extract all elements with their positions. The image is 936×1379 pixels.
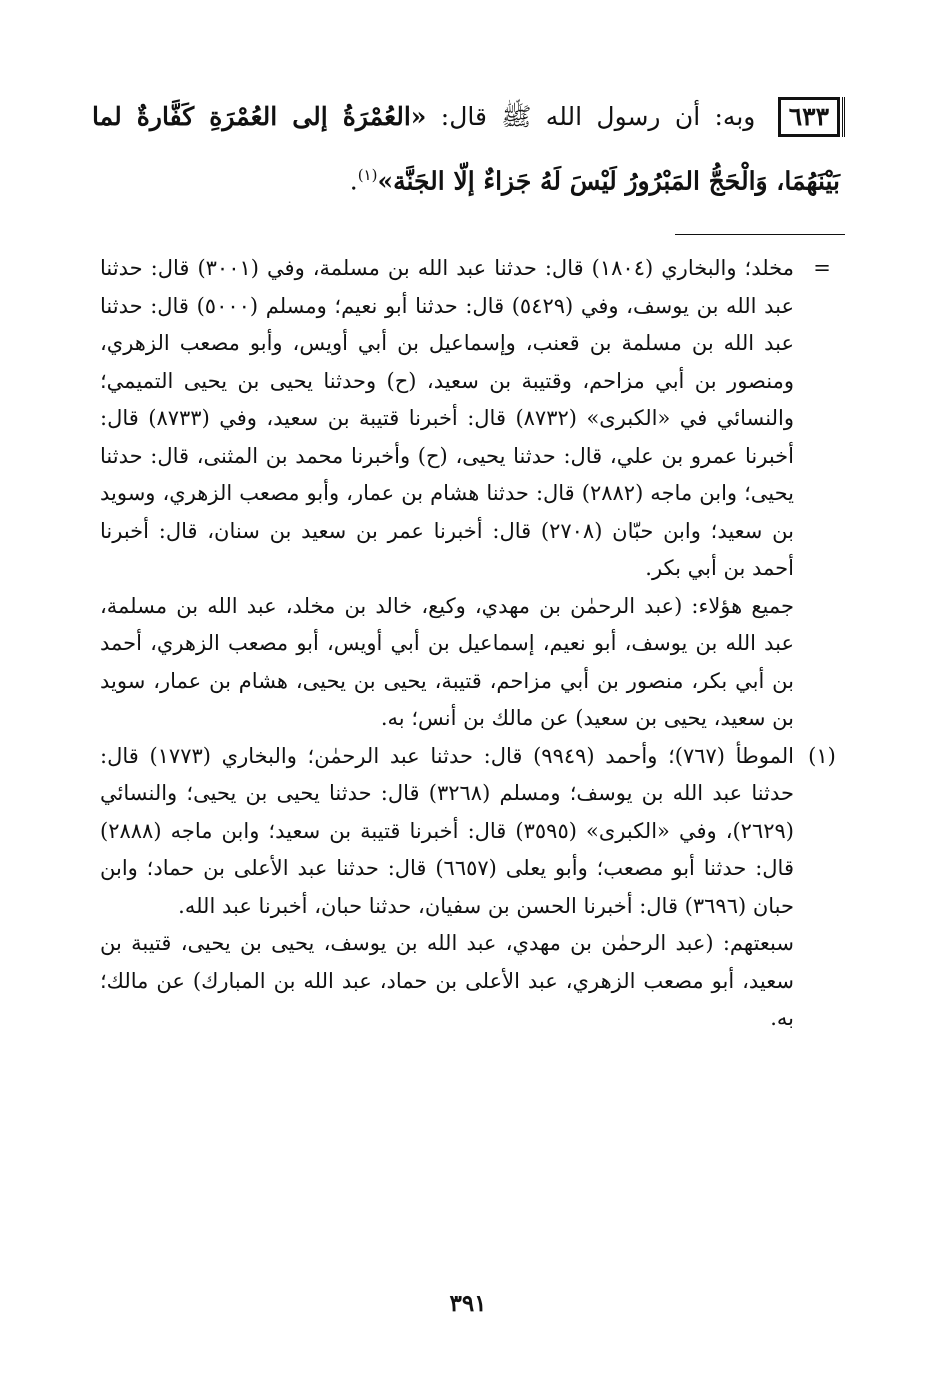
hadith-end: . [349,166,358,196]
footnote-paragraph: جميع هؤلاء: (عبد الرحمٰن بن مهدي، وكيع، خالد بن مخلد، عبد الله بن مسلمة، عبد الله بن يوسف، أبو نعيم، إسماعيل بن أبي أويس، أبو مصعب الزهري، أحمد بن أبي بكر، منصور بن أبي مزاحم، قتيبة، يحيى بن يحيى، هشام بن عمار، سويد بن سعيد، يحيى بن سعيد) عن مالك بن أنس؛ به. [100,593,794,730]
footnote-paragraph: الموطأ (٧٦٧)؛ وأحمد (٩٩٤٩) قال: حدثنا عبد الرحمٰن؛ والبخاري (١٧٧٣) قال: حدثنا عبد الله بن يوسف؛ ومسلم (٣٢٦٨) قال: حدثنا يحيى بن يحيى؛ والنسائي (٢٦٢٩)، وفي «الكبرى» (٣٥٩٥) قال: أخبرنا قتيبة بن سعيد؛ وابن ماجه (٢٨٨٨) قال: حدثنا أبو مصعب؛ وأبو يعلى (٦٦٥٧) قال: حدثنا عبد الأعلى بن حماد؛ وابن حبان (٣٦٩٦) قال: أخبرنا الحسن بن سفيان، حدثنا حبان، أخبرنا عبد الله. [100,743,794,918]
footnote-continuation-mark: = [813,256,831,280]
footnote-1 [100,738,842,1038]
hadith-quote: «العُمْرَةُ إلى العُمْرَةِ كَفَّارةٌ لما بَيْنَهُمَا، وَالْحَجُّ المَبْرُورُ لَيْسَ لَهُ جَزاءٌ إلّا الجَنَّة» [92,102,840,196]
footnote-number: (١) [808,743,836,768]
footnote-reference: (١) [357,166,378,184]
footnote-paragraph: مخلد؛ والبخاري (١٨٠٤) قال: حدثنا عبد الله بن مسلمة، وفي (٣٠٠١) قال: حدثنا عبد الله بن يوسف، وفي (٥٤٢٩) قال: حدثنا أبو نعيم؛ ومسلم (٥٠٠٠) قال: حدثنا عبد الله بن مسلمة بن قعنب، وإسماعيل بن أبي أويس، وأبو مصعب الزهري، ومنصور بن أبي مزاحم، وقتيبة بن سعيد، (ح) وحدثنا يحيى بن يحيى التميمي؛ والنسائي في «الكبرى» (٨٧٣٢) قال: أخبرنا قتيبة بن سعيد، وفي (٨٧٣٣) قال: أخبرنا عمرو بن علي، قال: حدثنا يحيى، (ح) وأخبرنا محمد بن المثنى، قال: حدثنا يحيى؛ وابن ماجه (٢٨٨٢) قال: حدثنا هشام بن عمار، وأبو مصعب الزهري، وسويد بن سعيد؛ وابن حبّان (٢٧٠٨) قال: أخبرنا عمر بن سعيد بن سنان، قال: أخبرنا أحمد بن أبي بكر. [100,256,794,580]
page-number: ٣٩١ [449,1290,487,1317]
hadith-intro: وبه: أن رسول الله ﷺ قال: [440,102,756,131]
footnote-paragraph: سبعتهم: (عبد الرحمٰن بن مهدي، عبد الله بن يوسف، يحيى بن يحيى، قتيبة بن سعيد، أبو مصعب الزهري، عبد الأعلى بن حماد، عبد الله بن المبارك) عن مالك؛ به. [100,931,794,1030]
footnotes-section [100,250,842,1038]
footnote-continued [100,250,842,738]
hadith-number-badge: ٦٣٣ [778,97,840,137]
hadith-block [92,88,840,210]
footnote-separator [675,234,845,235]
